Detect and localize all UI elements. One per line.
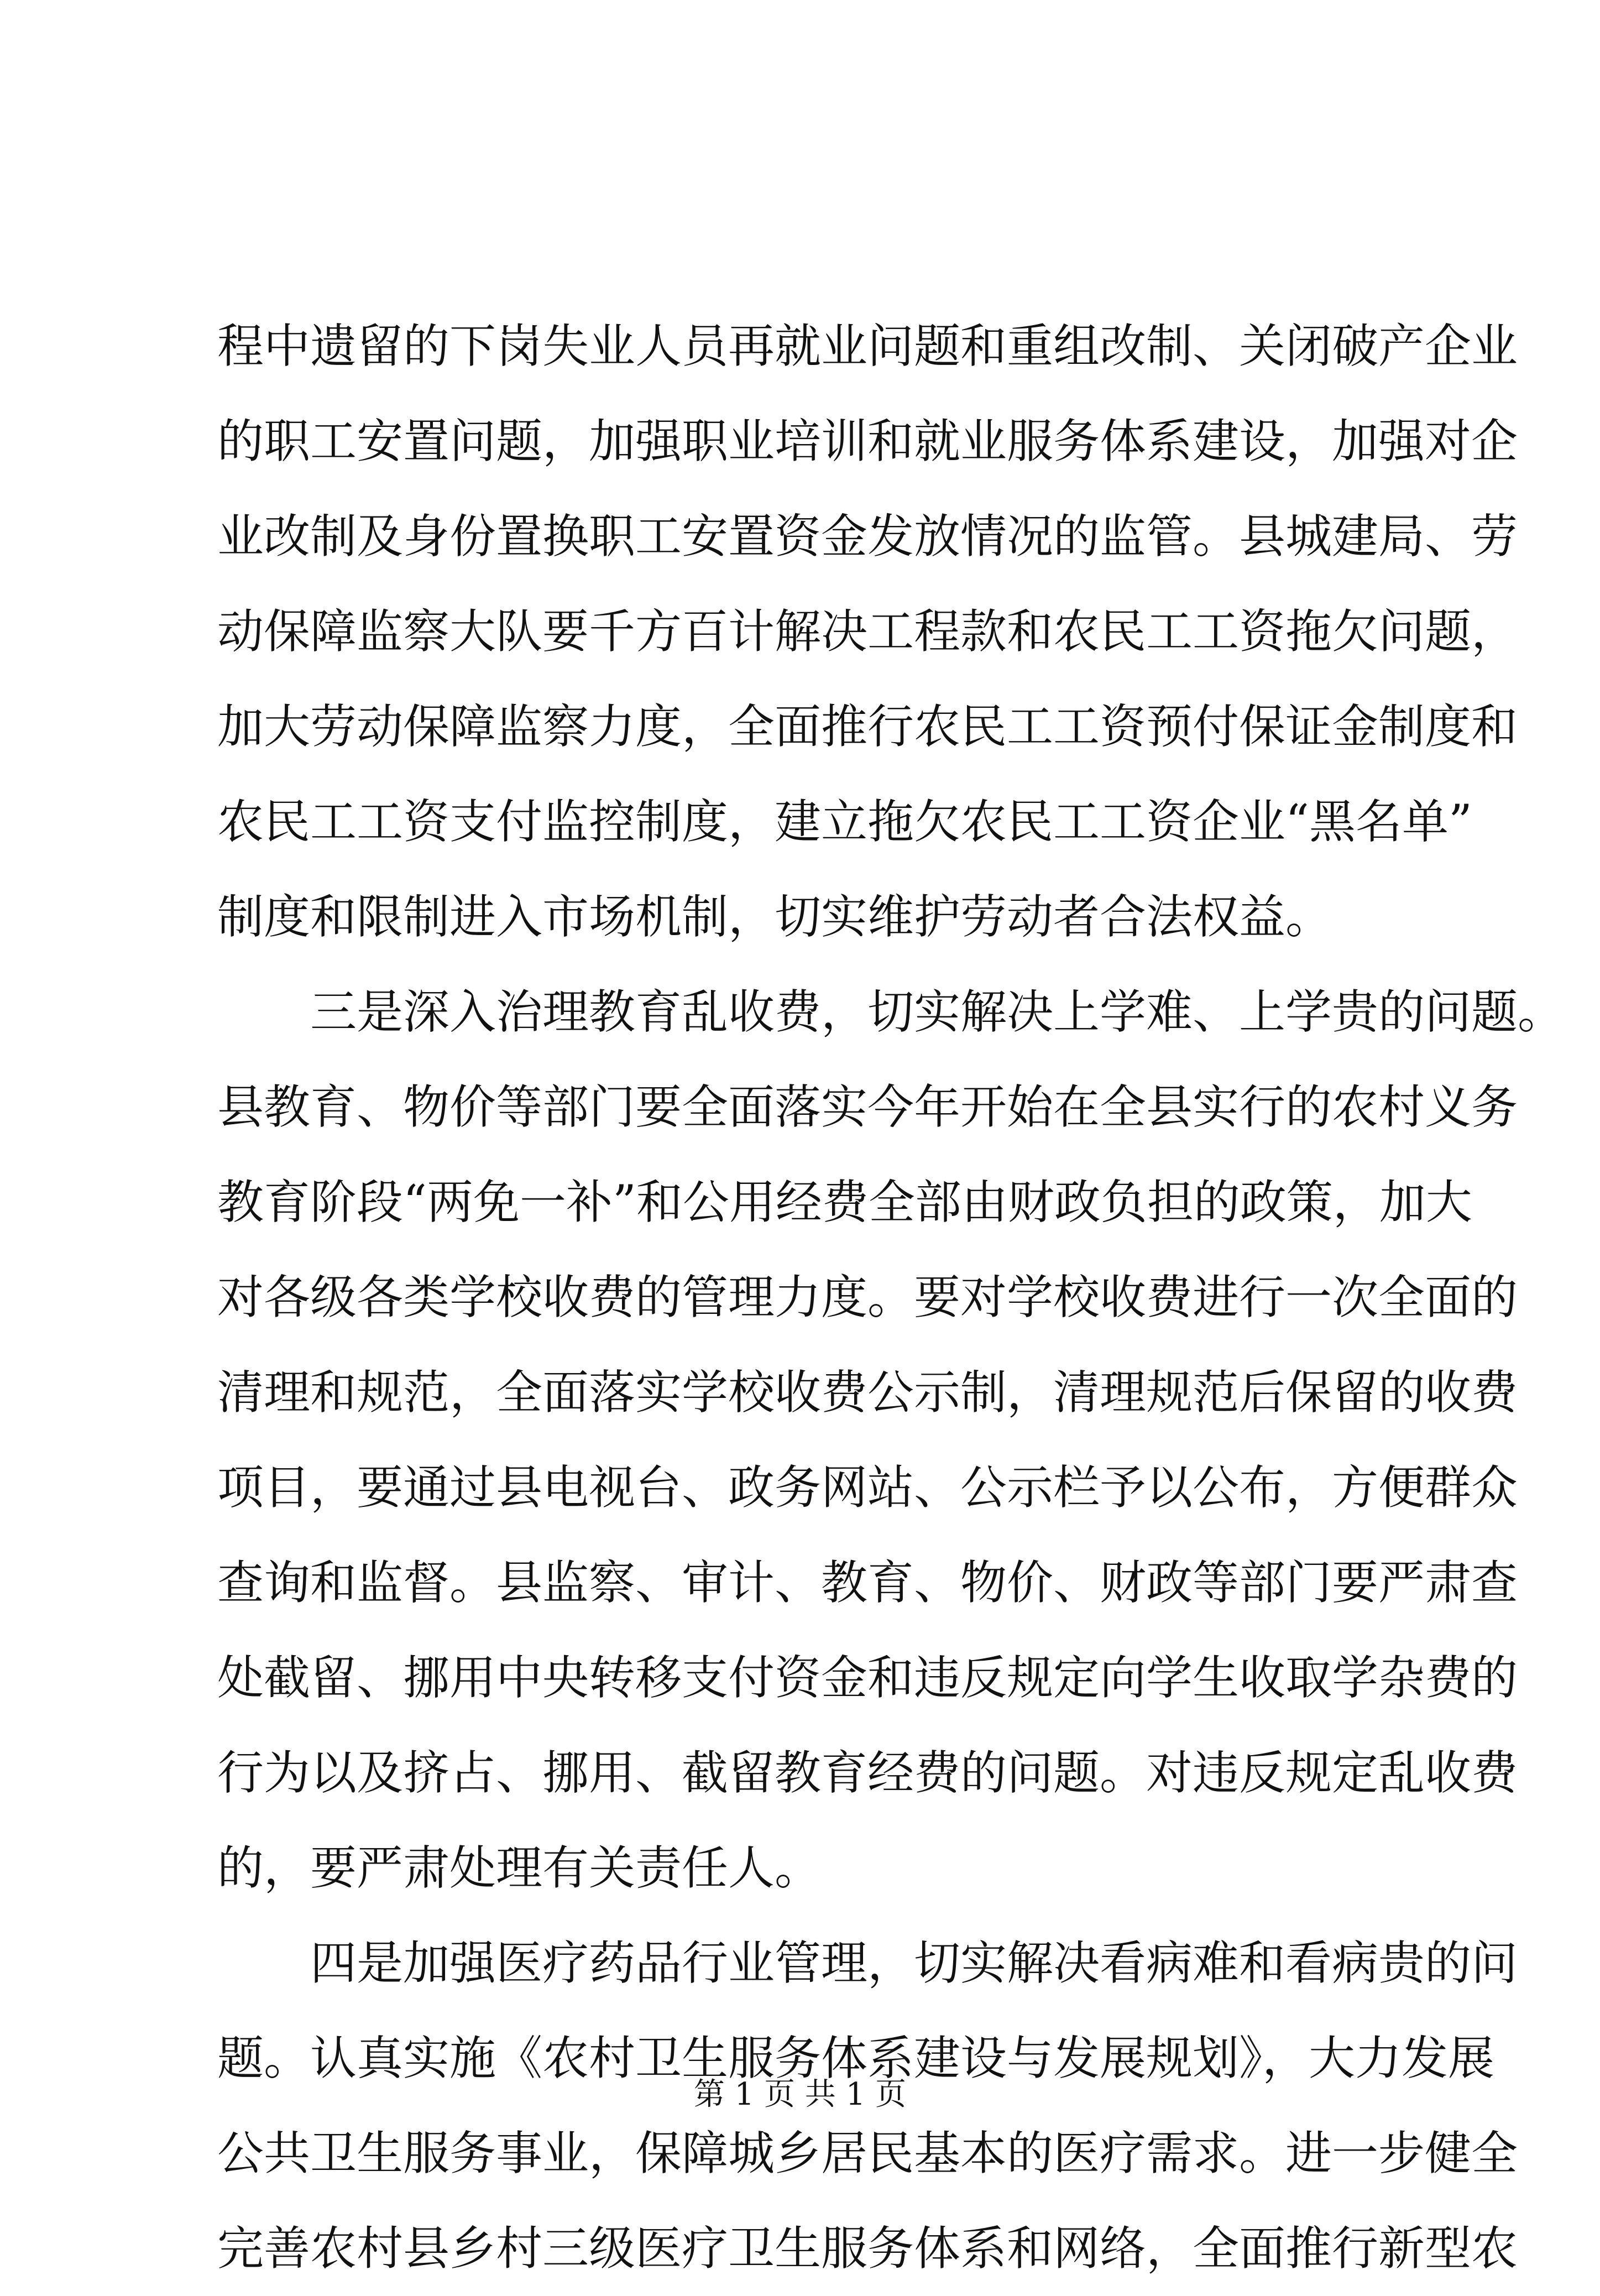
text-line: 查询和监督。县监察、审计、教育、物价、财政等部门要严肃查 (217, 1556, 1518, 1610)
text-line: 制度和限制进入市场机制，切实维护劳动者合法权益。 (217, 890, 1332, 944)
text-line: 动保障监察大队要千方百计解决工程款和农民工工资拖欠问题， (217, 604, 1518, 659)
text-line: 完善农村县乡村三级医疗卫生服务体系和网络，全面推行新型农 (217, 2221, 1518, 2276)
text-line: 的，要严肃处理有关责任人。 (217, 1841, 822, 1895)
text-line: 处截留、挪用中央转移支付资金和违反规定向学生收取学杂费的 (217, 1651, 1518, 1705)
text-line: 农民工工资支付监控制度，建立拖欠农民工工资企业“黑名单” (217, 795, 1472, 849)
text-line: 行为以及挤占、挪用、截留教育经费的问题。对违反规定乱收费 (217, 1746, 1518, 1800)
text-line: 县教育、物价等部门要全面落实今年开始在全县实行的农村义务 (217, 1080, 1518, 1134)
text-line: 对各级各类学校收费的管理力度。要对学校收费进行一次全面的 (217, 1270, 1518, 1324)
text-line: 公共卫生服务事业，保障城乡居民基本的医疗需求。进一步健全 (217, 2126, 1518, 2180)
page-number-footer: 第 1 页 共 1 页 (693, 2076, 907, 2112)
text-line: 业改制及身份置换职工安置资金发放情况的监管。县城建局、劳 (217, 509, 1518, 563)
text-line: 教育阶段“两免一补”和公用经费全部由财政负担的政策，加大 (217, 1175, 1472, 1229)
paragraph-start-line: 四是加强医疗药品行业管理，切实解决看病难和看病贵的问 (310, 1936, 1518, 1990)
text-line: 程中遗留的下岗失业人员再就业问题和重组改制、关闭破产企业 (217, 319, 1518, 373)
text-line: 项目，要通过县电视台、政务网站、公示栏予以公布，方便群众 (217, 1460, 1518, 1515)
text-line: 题。认真实施《农村卫生服务体系建设与发展规划》，大力发展 (217, 2031, 1495, 2085)
text-line: 加大劳动保障监察力度，全面推行农民工工资预付保证金制度和 (217, 700, 1518, 754)
body-text (217, 299, 1565, 2296)
paragraph-start-line: 三是深入治理教育乱收费，切实解决上学难、上学贵的问题。 (310, 985, 1565, 1039)
text-line: 的职工安置问题，加强职业培训和就业服务体系建设，加强对企 (217, 414, 1518, 468)
text-line: 清理和规范，全面落实学校收费公示制，清理规范后保留的收费 (217, 1365, 1518, 1420)
